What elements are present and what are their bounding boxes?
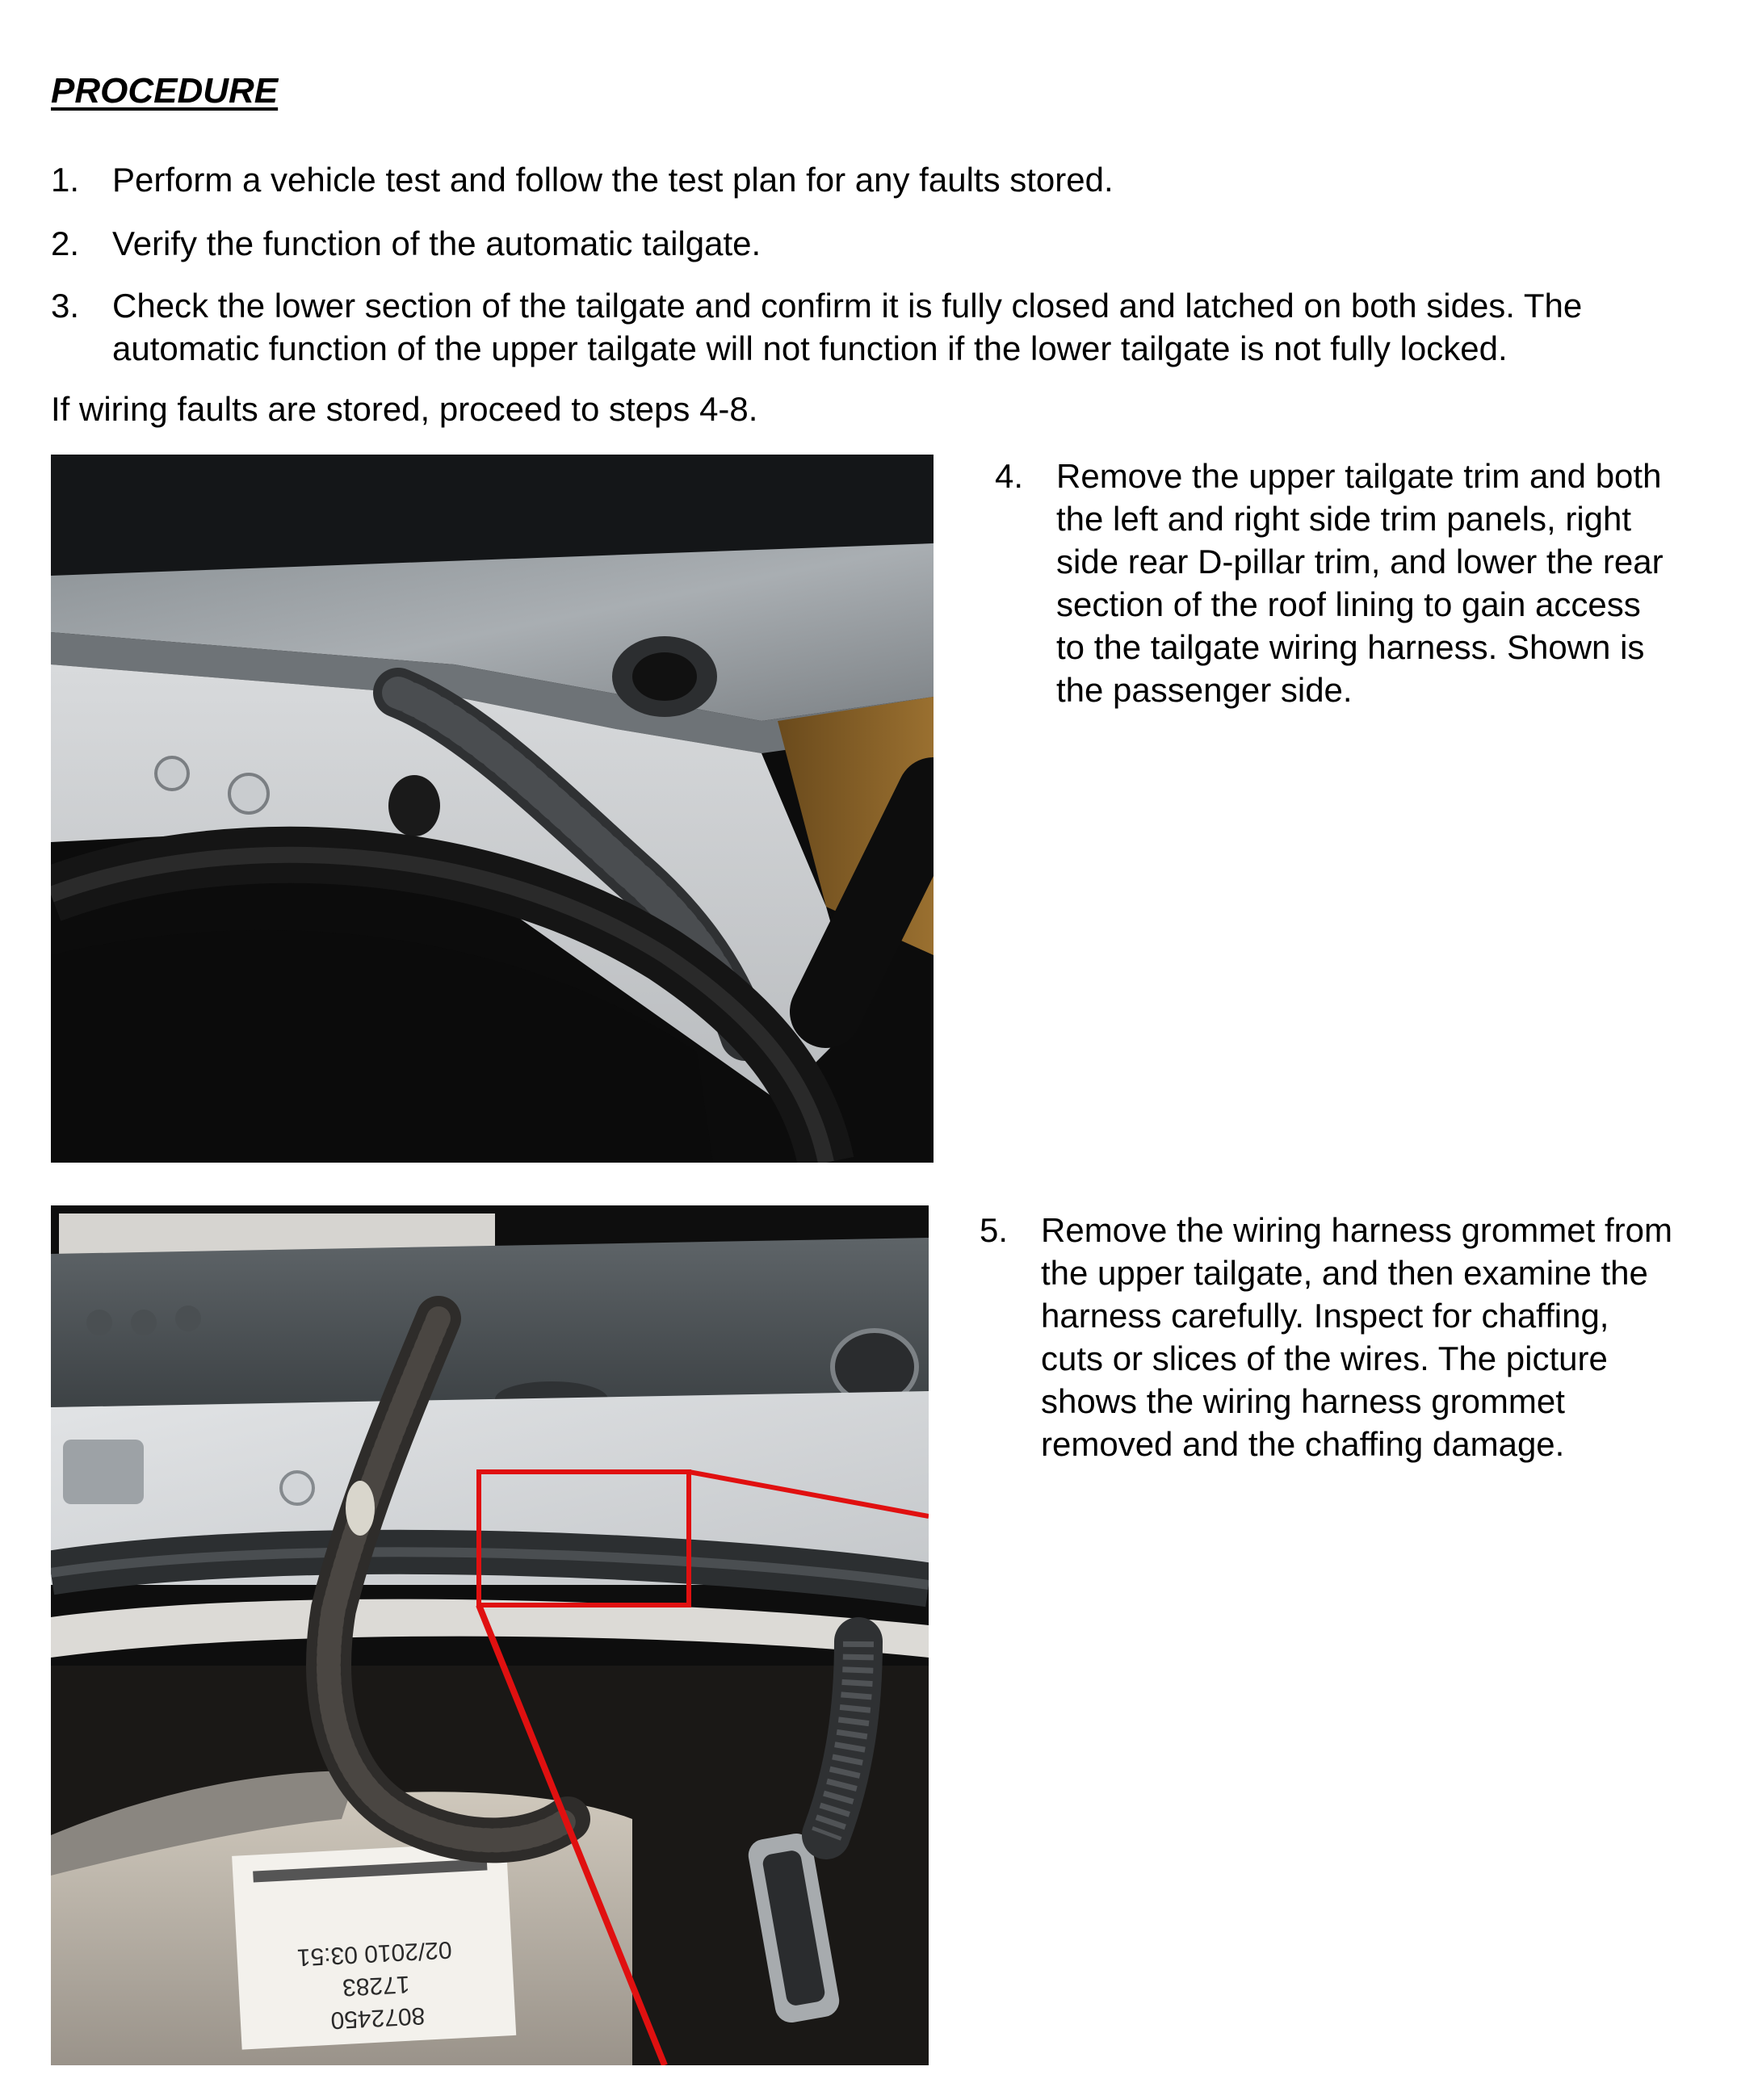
label-line-code: 17283 [342, 1970, 411, 2001]
label-line-date: 02/2010 03:51 [296, 1935, 453, 1971]
step-5 [980, 1209, 1747, 1475]
step-3 [51, 284, 1739, 370]
label-line-serial: 8072450 [329, 2001, 426, 2034]
photo-tailgate-harness-passenger-side [51, 455, 934, 1163]
step-4-line-5: to the tailgate wiring harness. Shown is [1056, 628, 1645, 666]
step-4 [995, 455, 1738, 721]
step-4-line-1: Remove the upper tailgate trim and both [1056, 457, 1662, 495]
step-2-text: Verify the function of the automatic tailgate. [112, 224, 762, 262]
step-4-line-3: side rear D-pillar trim, and lower the rear [1056, 543, 1664, 581]
step-2-number: 2. [51, 224, 80, 262]
step-4-line-6: the passenger side. [1056, 671, 1353, 709]
step-5-number: 5. [980, 1211, 1009, 1249]
step-3-number: 3. [51, 287, 80, 325]
step-4-line-4: section of the roof lining to gain access [1056, 585, 1641, 623]
step-5-line-6: removed and the chaffing damage. [1041, 1425, 1565, 1463]
step-1-text: Perform a vehicle test and follow the test plan for any faults stored. [112, 161, 1114, 199]
step-1 [51, 158, 1731, 201]
step-5-line-3: harness carefully. Inspect for chaffing, [1041, 1297, 1609, 1335]
step-5-line-2: the upper tailgate, and then examine the [1041, 1254, 1648, 1292]
step-2 [51, 222, 1731, 265]
step-5-line-5: shows the wiring harness grommet [1041, 1382, 1565, 1420]
step-4-line-2: the left and right side trim panels, right [1056, 500, 1632, 538]
procedure-heading: PROCEDURE [51, 71, 279, 111]
step-5-line-1: Remove the wiring harness grommet from [1041, 1211, 1672, 1249]
step-5-line-4: cuts or slices of the wires. The picture [1041, 1339, 1608, 1377]
step-3-text-line-2: automatic function of the upper tailgate will not function if the lower tailgate is not fully locked. [112, 329, 1508, 367]
step-3-text-line-1: Check the lower section of the tailgate and confirm it is fully closed and latched on both sides. The [112, 287, 1583, 325]
step-4-number: 4. [995, 457, 1024, 495]
step-1-number: 1. [51, 161, 80, 199]
photo-harness-grommet-chaffing-damage [51, 1205, 929, 2065]
wiring-faults-note: If wiring faults are stored, proceed to steps 4-8. [51, 390, 758, 428]
